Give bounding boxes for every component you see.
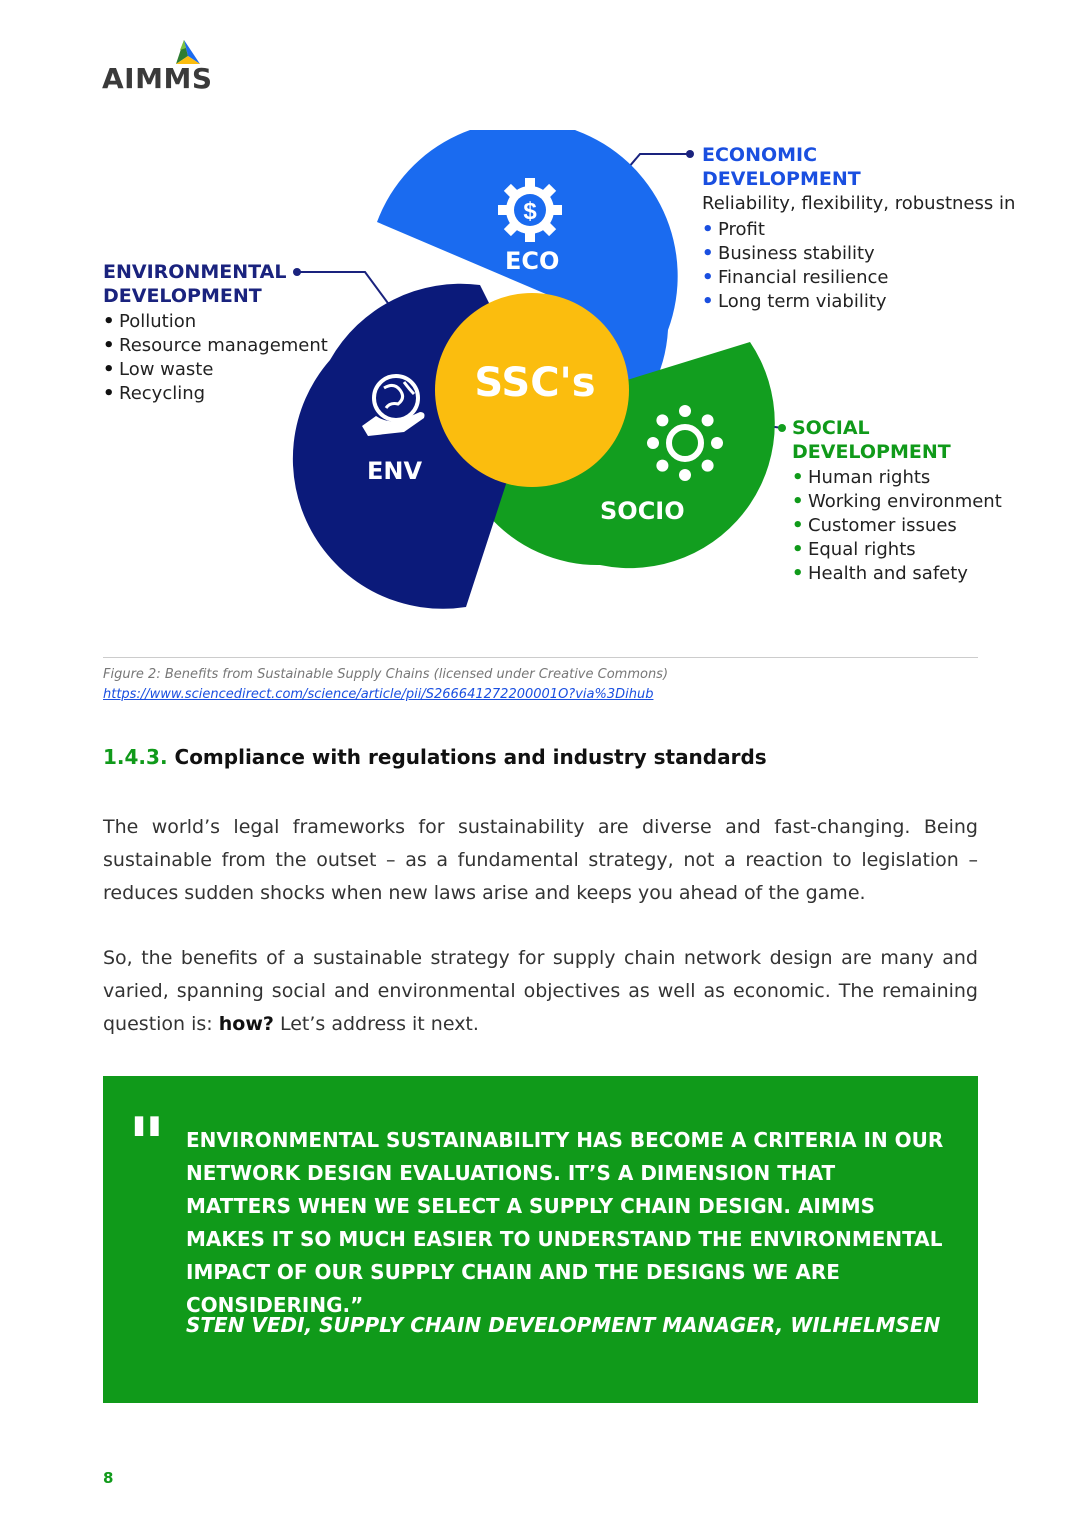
- list-item: • Human rights: [792, 466, 1002, 490]
- aimms-logo: [102, 38, 212, 98]
- section-heading: [103, 745, 767, 769]
- socio-label: SOCIO: [600, 497, 685, 525]
- ssc-center-label: SSC's: [474, 360, 596, 406]
- list-item: • Working environment: [792, 490, 1002, 514]
- figure-caption: [103, 665, 668, 705]
- section-title-text: Compliance with regulations and industry standards: [174, 745, 767, 769]
- economic-list: [702, 218, 1015, 314]
- list-item: • Profit: [702, 218, 1015, 242]
- economic-subtitle: Reliability, flexibility, robustness in: [702, 193, 1016, 214]
- list-item: • Equal rights: [792, 538, 1002, 562]
- eco-connector-dot: [686, 150, 694, 158]
- page-number: 8: [103, 1469, 114, 1487]
- economic-callout: [702, 143, 1015, 314]
- social-title-2: DEVELOPMENT: [792, 441, 951, 463]
- social-title-1: SOCIAL: [792, 417, 870, 439]
- figure-source-link[interactable]: https://www.sciencedirect.com/science/article/pii/S266641272200001O?via%3Dihub: [103, 687, 654, 702]
- body-paragraph-2-bold: how?: [218, 1013, 274, 1035]
- environmental-title-2: DEVELOPMENT: [103, 285, 262, 307]
- quote-author: STEN VEDI, SUPPLY CHAIN DEVELOPMENT MANAGER, WILHELMSEN: [186, 1313, 941, 1337]
- list-item: • Long term viability: [702, 290, 1015, 314]
- body-paragraph-1: The world’s legal frameworks for sustainability are diverse and fast-changing. Being sustainable from the outset – as a fundamental strategy, not a reaction to legislation – reduces sudden shocks when new laws arise and keeps you ahead of the game.: [103, 816, 978, 904]
- eco-label: ECO: [505, 247, 560, 275]
- list-item: • Low waste: [103, 358, 328, 382]
- figure-caption-text: Figure 2: Benefits from Sustainable Supply Chains (licensed under Creative Commons): [103, 667, 669, 682]
- gear-dollar-icon: [498, 178, 562, 242]
- social-connector-dot: [778, 424, 786, 432]
- body-paragraph-2-text: So, the benefits of a sustainable strategy for supply chain network design are many and varied, spanning social and environmental objectives as well as economic. The remaining question is:: [103, 947, 978, 1035]
- body-paragraph-2-end: Let’s address it next.: [279, 1013, 479, 1035]
- list-item: • Resource management: [103, 334, 328, 358]
- quote-mark-icon: ": [128, 1102, 166, 1186]
- economic-title-2: DEVELOPMENT: [702, 168, 861, 190]
- social-list: [792, 466, 1002, 586]
- svg-text:$: $: [523, 198, 537, 225]
- list-item: • Business stability: [702, 242, 1015, 266]
- list-item: • Health and safety: [792, 562, 1002, 586]
- caption-divider: [103, 657, 978, 658]
- list-item: • Financial resilience: [702, 266, 1015, 290]
- logo-text: AIMMS: [102, 62, 213, 95]
- environmental-title-1: ENVIRONMENTAL: [103, 261, 287, 283]
- environmental-list: [103, 310, 328, 406]
- section-number: 1.4.3.: [103, 745, 168, 769]
- economic-title-1: ECONOMIC: [702, 144, 818, 166]
- body-paragraph-2: [103, 942, 978, 1041]
- social-callout: [792, 416, 1002, 586]
- quote-text: ENVIRONMENTAL SUSTAINABILITY HAS BECOME A CRITERIA IN OUR NETWORK DESIGN EVALUATIONS. IT’S A DIMENSION THAT MATTERS WHEN WE SELECT A SUPPLY CHAIN DESIGN. AIMMS MAKES IT SO MUCH EASIER TO UNDERSTAND THE ENVIRONMENTAL IMPACT OF OUR SUPPLY CHAIN AND THE DESIGNS WE ARE CONSIDERING.”: [186, 1128, 944, 1317]
- env-label: ENV: [367, 457, 423, 485]
- list-item: • Recycling: [103, 382, 328, 406]
- environmental-callout: [103, 260, 328, 406]
- list-item: • Pollution: [103, 310, 328, 334]
- list-item: • Customer issues: [792, 514, 1002, 538]
